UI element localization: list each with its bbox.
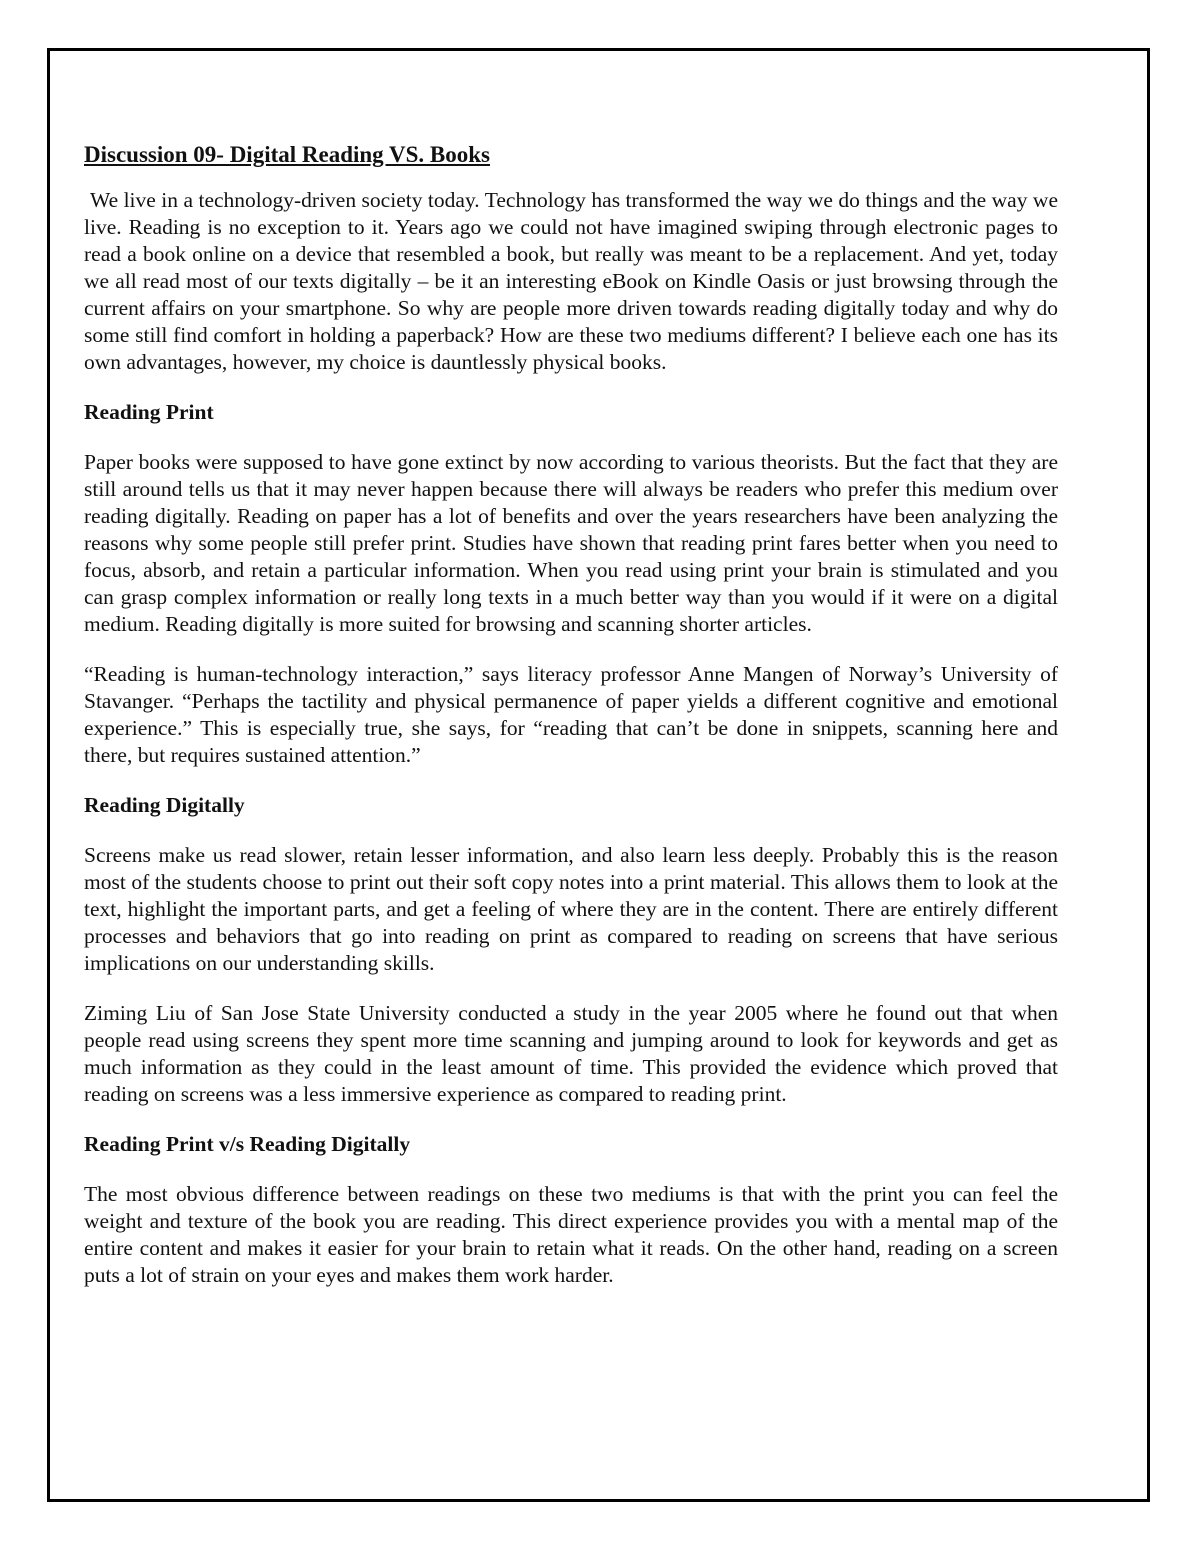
section-heading-reading-print: Reading Print: [84, 400, 214, 424]
document-title: Discussion 09- Digital Reading VS. Books: [84, 142, 490, 167]
section-heading-reading-digitally: Reading Digitally: [84, 793, 245, 817]
paragraph: Ziming Liu of San Jose State University conducted a study in the year 2005 where he found out that when people read using screens they spent more time scanning and jumping around to look for keywords and get as much information as they could in the least amount of time. This provided the evidence which proved that reading on screens was a less immersive experience as compared to reading print.: [84, 1001, 1058, 1106]
paragraph: Screens make us read slower, retain lesser information, and also learn less deeply. Probably this is the reason most of the students choose to print out their soft copy notes into a print material. This allows them to look at the text, highlight the important parts, and get a feeling of where they are in the content. There are entirely different processes and behaviors that go into reading on print as compared to reading on screens that have serious implications on our understanding skills.: [84, 843, 1058, 975]
document-body: [84, 140, 1058, 1312]
paragraph: The most obvious difference between readings on these two mediums is that with the print you can feel the weight and texture of the book you are reading. This direct experience provides you with a mental map of the entire content and makes it easier for your brain to retain what it reads. On the other hand, reading on a screen puts a lot of strain on your eyes and makes them work harder.: [84, 1182, 1058, 1287]
section-heading-print-vs-digital: Reading Print v/s Reading Digitally: [84, 1132, 411, 1156]
paragraph: Paper books were supposed to have gone extinct by now according to various theorists. But the fact that they are still around tells us that it may never happen because there will always be readers who prefer this medium over reading digitally. Reading on paper has a lot of benefits and over the years researchers have been analyzing the reasons why some people still prefer print. Studies have shown that reading print fares better when you need to focus, absorb, and retain a particular information. When you read using print your brain is stimulated and you can grasp complex information or really long texts in a much better way than you would if it were on a digital medium. Reading digitally is more suited for browsing and scanning shorter articles.: [84, 450, 1058, 636]
quote-paragraph: “Reading is human-technology interaction,” says literacy professor Anne Mangen of Norway’s University of Stavanger. “Perhaps the tactility and physical permanence of paper yields a different cognitive and emotional experience.” This is especially true, she says, for “reading that can’t be done in snippets, scanning here and there, but requires sustained attention.”: [84, 662, 1058, 767]
intro-paragraph: We live in a technology-driven society today. Technology has transformed the way we do things and the way we live. Reading is no exception to it. Years ago we could not have imagined swiping through electronic pages to read a book online on a device that resembled a book, but really was meant to be a replacement. And yet, today we all read most of our texts digitally – be it an interesting eBook on Kindle Oasis or just browsing through the current affairs on your smartphone. So why are people more driven towards reading digitally today and why do some still find comfort in holding a paperback? How are these two mediums different? I believe each one has its own advantages, however, my choice is dauntlessly physical books.: [84, 188, 1058, 374]
